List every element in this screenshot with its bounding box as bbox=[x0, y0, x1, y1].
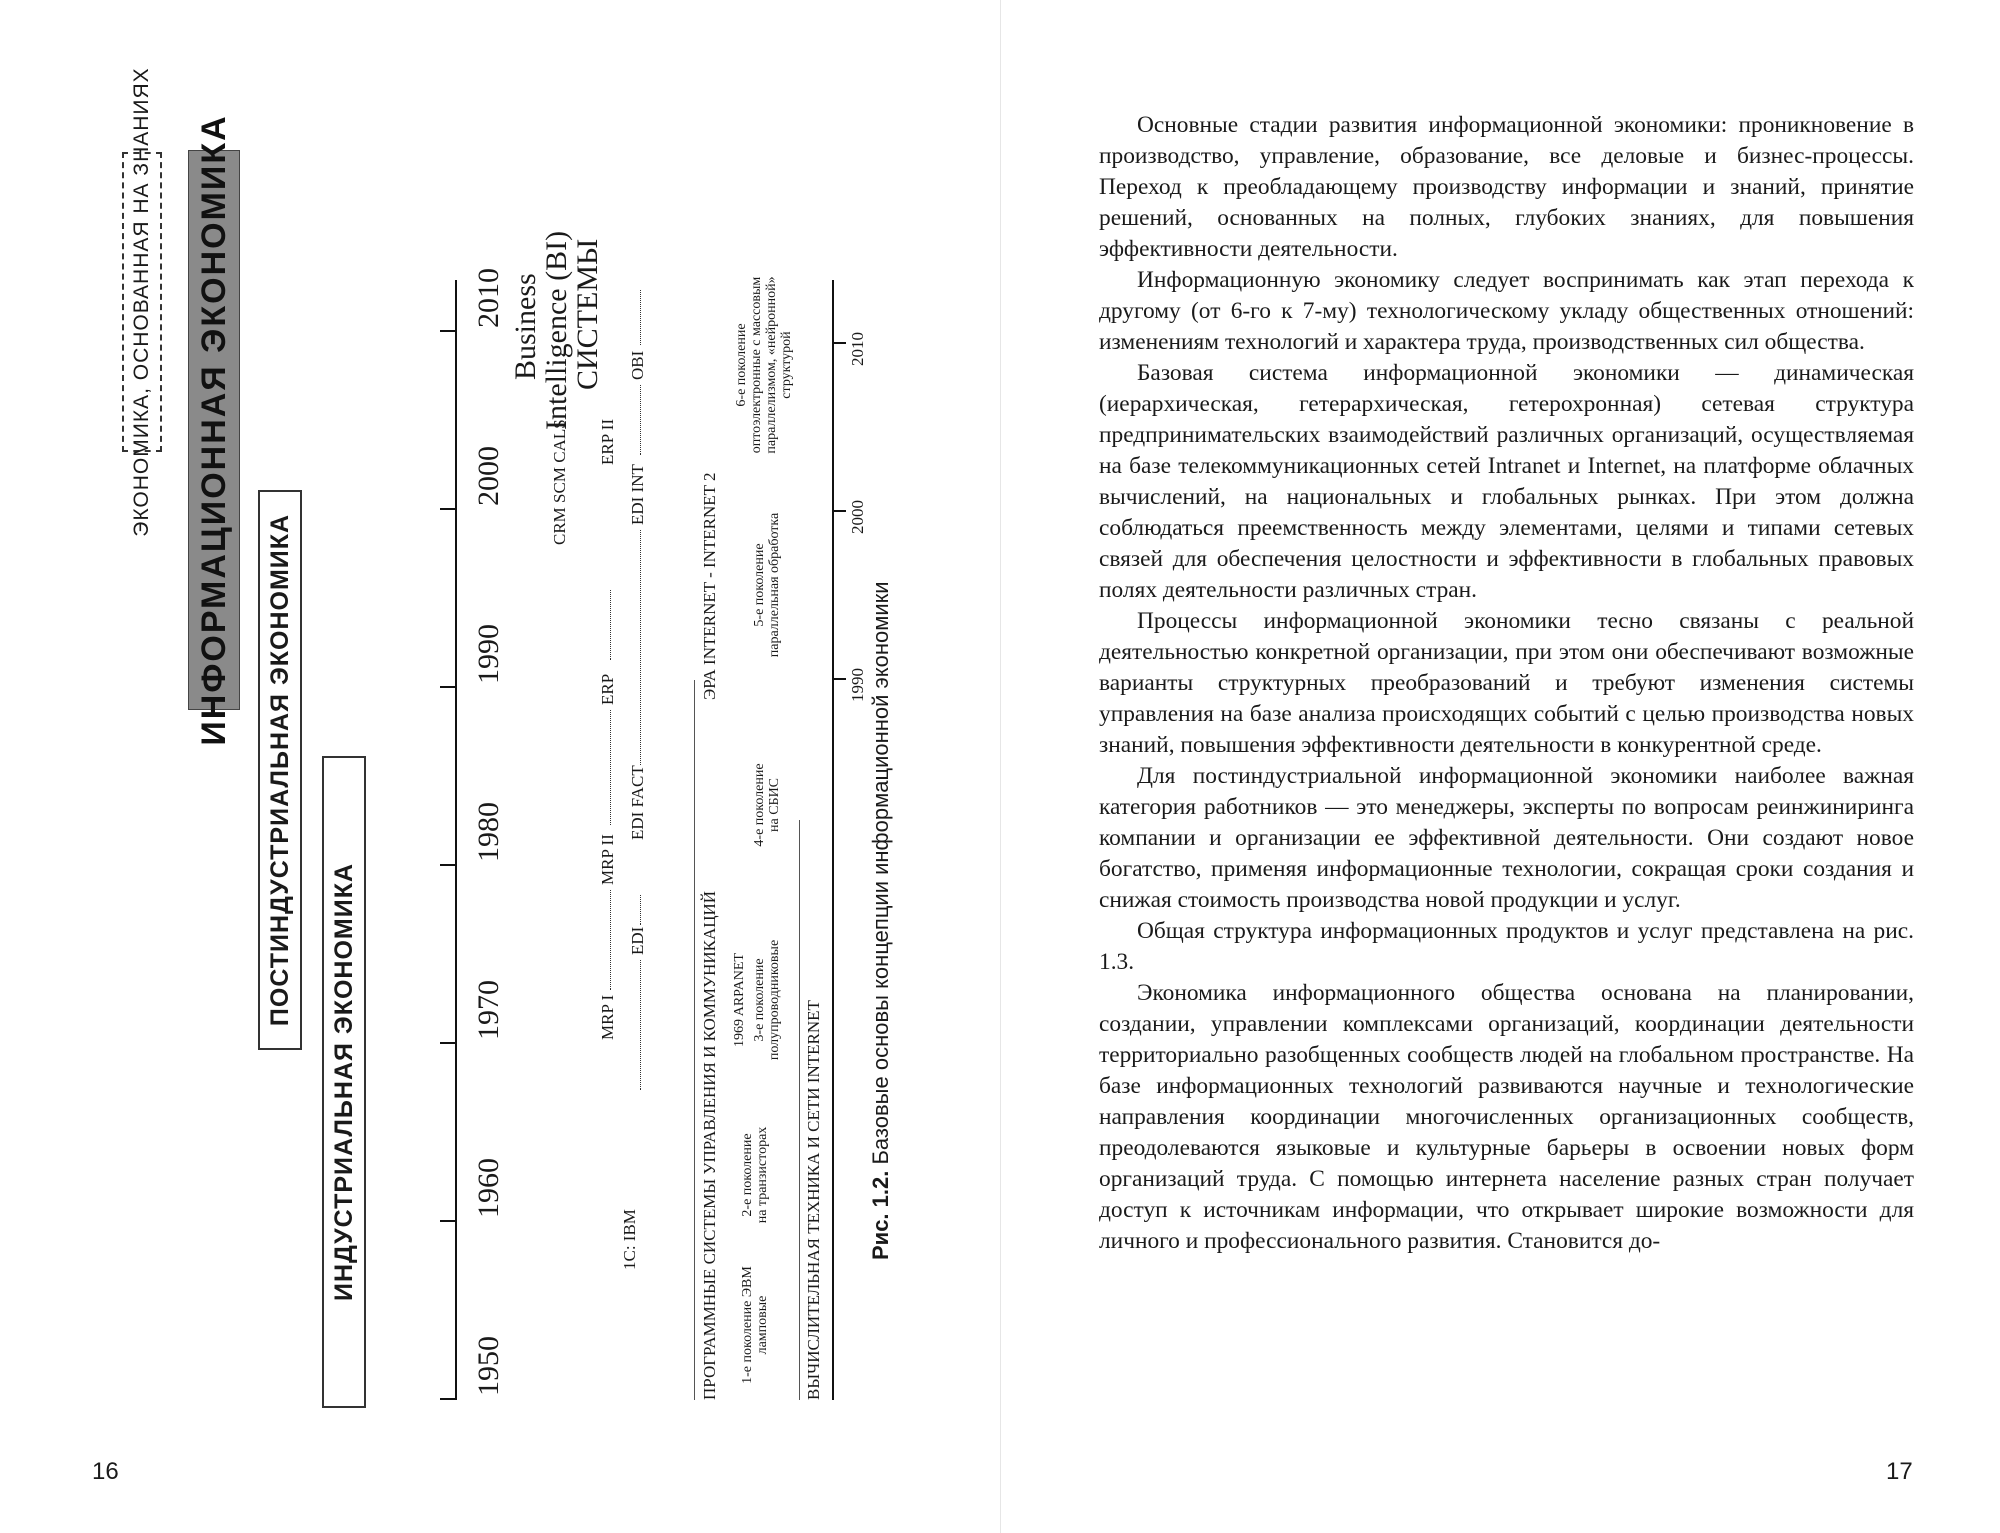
system-label-mrp2: MRP II bbox=[598, 834, 617, 885]
caption-text: Базовые основы концепции информационной экономики bbox=[868, 581, 893, 1165]
edi-dotline bbox=[640, 895, 641, 925]
paragraph: Информационную экономику следует воспринимать как этап перехода к другому (от 6-го к 7-му) технологическому укладу общественных отношений: изменениям технологий и характера труда, производственных сил общества. bbox=[1099, 267, 1914, 355]
gen6-label bbox=[734, 255, 794, 475]
timeline-bottom-axis bbox=[832, 280, 834, 1400]
figure-caption bbox=[868, 581, 894, 1260]
timeline-tick bbox=[832, 342, 846, 344]
timeline-tick bbox=[440, 864, 457, 866]
info-economy-box: ИНФОРМАЦИОННАЯ ЭКОНОМИКА bbox=[188, 150, 240, 710]
gen1-label bbox=[740, 1250, 770, 1400]
page-number-right: 17 bbox=[1886, 1458, 1913, 1485]
paragraph: Экономика информационного общества основана на планировании, создании, управлении комплексами организаций, координации деятельности территориально разобщенных сообществ людей на глобальном пространстве. На базе информационных технологий развиваются научные и технологические направления координации многочисленных организационных сообществ, преодолеваются языковые и культурные барьеры в освоении новых форм организаций труда. С помощью интернета население разных стран получает доступ к источникам информации, что открывает широкие возможности для личного и профессионального развития. Становится до- bbox=[1099, 980, 1914, 1254]
system-label-edi: EDI bbox=[628, 926, 647, 955]
arpanet-label: 1969 ARPANET bbox=[732, 953, 747, 1048]
bi-systems-line3: СИСТЕМЫ bbox=[571, 238, 604, 390]
gen6-line3: параллелизмом, «нейронной» bbox=[764, 276, 779, 454]
software-rule bbox=[694, 680, 695, 1400]
system-label-erp2: ERP II bbox=[598, 418, 617, 465]
timeline-tick bbox=[440, 686, 457, 688]
timeline-top-axis bbox=[455, 280, 457, 1400]
timeline-tick bbox=[440, 1220, 457, 1222]
year-label: 1950 bbox=[472, 1336, 505, 1396]
system-label-edi-int: EDI INT bbox=[628, 464, 647, 525]
computing-header: ВЫЧИСЛИТЕЛЬНАЯ ТЕХНИКА И СЕТИ INTERNET bbox=[804, 1000, 823, 1400]
timeline-tick bbox=[440, 508, 457, 510]
bi-systems-line2: Intelligence (BI) bbox=[540, 230, 573, 430]
system-dotline bbox=[610, 710, 611, 825]
page-spine bbox=[1000, 0, 1001, 1533]
paragraph: Для постиндустриальной информационной экономики наиболее важная категория работников — это менеджеры, эксперты по вопросам реинжиниринга компании и организации ее эффективной деятельности. Они создают новое богатство, применяя информационные технологии, сокращая сроки создания и снижая стоимость производства новой продукции и услуг. bbox=[1099, 763, 1914, 913]
bi-systems-line1: Business bbox=[509, 273, 542, 380]
edi-dotline bbox=[640, 960, 641, 1090]
gen6-line1: 6-е поколение bbox=[734, 323, 749, 407]
edi-dotline bbox=[640, 530, 641, 765]
system-label-edi-fact: EDI FACT bbox=[628, 765, 647, 840]
system-label-ibm: 1С: IBM bbox=[620, 1209, 639, 1270]
timeline-tick bbox=[832, 510, 846, 512]
paragraph: Процессы информационной экономики тесно связаны с реальной деятельностью конкретной организации, при этом они обеспечивают возможные варианты структурных преобразований и требуют изменения системы управления на базе анализа происходящих событий с целью производства новых знаний, повышения эффективности деятельности в конкурентной среде. bbox=[1099, 608, 1914, 758]
system-dotline bbox=[610, 890, 611, 990]
gen5-line1: 5-е поколение bbox=[752, 543, 767, 627]
gen3-line2: полупроводниковые bbox=[767, 939, 782, 1061]
page-number-left: 16 bbox=[92, 1458, 119, 1485]
gen6-line2: оптоэлектронные с массовым bbox=[749, 276, 764, 454]
timeline-tick bbox=[440, 1398, 457, 1400]
year-label: 1970 bbox=[472, 980, 505, 1040]
year-label: 1960 bbox=[472, 1158, 505, 1218]
timeline-tick bbox=[832, 678, 846, 680]
edi-dotline bbox=[640, 385, 641, 455]
system-label-mrp1: MRP I bbox=[598, 994, 617, 1040]
year-label: 2010 bbox=[472, 268, 505, 328]
system-label-crm-scm-cals: CRM SCM CALS bbox=[550, 419, 569, 545]
figure-rotated bbox=[80, 67, 900, 1420]
gen2-line1: 2-е поколение bbox=[740, 1133, 755, 1217]
computing-rule-top bbox=[799, 820, 800, 1400]
system-label-erp: ERP bbox=[598, 673, 617, 705]
gen6-line4: структурой bbox=[779, 331, 794, 399]
year-label: 2000 bbox=[472, 446, 505, 506]
gen4-line1: 4-е поколение bbox=[752, 763, 767, 847]
gen4-label bbox=[752, 730, 782, 880]
paragraph: Базовая система информационной экономики — динамическая (иерархическая, гетерархическая, гетерохронная) сетевая структура предпринимательских взаимодействий различных организаций, осуществляемая на базе телекоммуникационных сетей Intranet и Internet, на платформе облачных вычислений, на национальных и глобальных рынках. При этом должна соблюдаться преемственность между элементами, целями и типами сетевых связей для обеспечения целостности и эффективности в глобальных правовых полях деятельности различных стран. bbox=[1099, 360, 1914, 603]
gen1-line2: ламповые bbox=[755, 1295, 770, 1355]
year-label: 1980 bbox=[472, 802, 505, 862]
postindustrial-economy-box: ПОСТИНДУСТРИАЛЬНАЯ ЭКОНОМИКА bbox=[258, 490, 302, 1050]
system-dotline bbox=[610, 590, 611, 660]
paragraph: Основные стадии развития информационной экономики: проникновение в производство, управление, образование, все деловые и бизнес-процессы. Переход к преобладающему производству информации и знаний, принятие решений, основанных на полных, глубоких знаниях, для повышения эффективности деятельности. bbox=[1099, 112, 1914, 262]
gen4-line2: на СБИС bbox=[767, 777, 782, 833]
edi-dotline bbox=[640, 290, 641, 345]
year-label-bottom: 2000 bbox=[848, 500, 867, 534]
gen5-line2: параллельная обработка bbox=[767, 512, 782, 658]
gen2-label bbox=[740, 1100, 770, 1250]
gen2-line2: на транзисторах bbox=[755, 1126, 770, 1224]
internet-era-label: ЭРА INTERNET - INTERNET 2 bbox=[700, 472, 719, 700]
gen3-line1: 3-е поколение bbox=[752, 958, 767, 1042]
body-text bbox=[1099, 110, 1914, 1257]
industrial-economy-box: ИНДУСТРИАЛЬНАЯ ЭКОНОМИКА bbox=[322, 756, 366, 1408]
software-header: ПРОГРАММНЫЕ СИСТЕМЫ УПРАВЛЕНИЯ И КОММУНИКАЦИЙ bbox=[700, 890, 719, 1400]
gen1-line1: 1-е поколение ЭВМ bbox=[740, 1266, 755, 1384]
year-label-bottom: 2010 bbox=[848, 332, 867, 366]
system-label-obi: OBI bbox=[628, 350, 647, 380]
knowledge-economy-box: ЭКОНОМИКА, ОСНОВАННАЯ НА ЗНАНИЯХ bbox=[122, 152, 162, 452]
caption-label: Рис. 1.2. bbox=[868, 1170, 893, 1260]
year-label-bottom: 1990 bbox=[848, 668, 867, 702]
gen3-label bbox=[752, 910, 782, 1090]
timeline-tick bbox=[440, 330, 457, 332]
year-label: 1990 bbox=[472, 624, 505, 684]
paragraph: Общая структура информационных продуктов и услуг представлена на рис. 1.3. bbox=[1099, 918, 1914, 975]
timeline-tick bbox=[440, 1042, 457, 1044]
gen5-label bbox=[752, 495, 782, 675]
